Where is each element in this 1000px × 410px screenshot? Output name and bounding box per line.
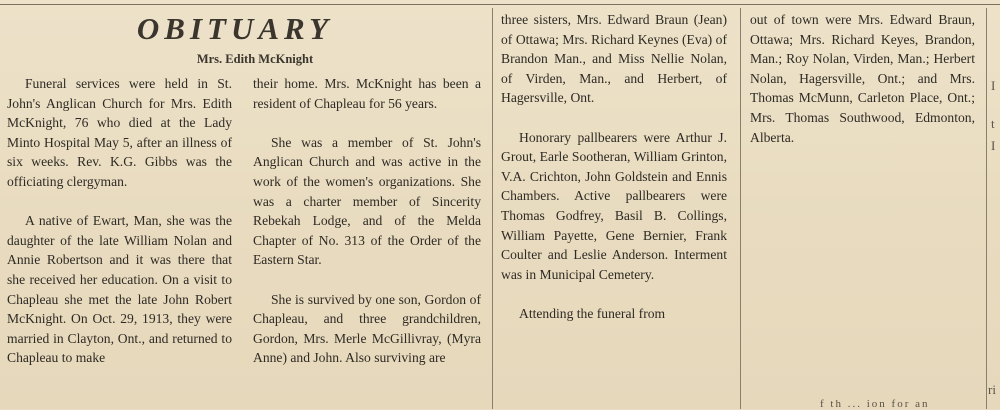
edge-fragment: ri xyxy=(988,382,996,397)
paragraph: out of town were Mrs. Edward Braun, Ottawa; Mrs. Richard Keyes, Brandon, Man.; Roy Nolan, Virden, Man.; Herbert Nolan, Hagersville, Ont.; and Mrs. Thomas McMunn, Carleton Place, Ont.; Mrs. Thomas Southwood, Edmonton, Alberta. xyxy=(750,12,975,145)
column-rule-3 xyxy=(986,8,987,409)
column-rule-2 xyxy=(740,8,741,409)
paragraph: She is survived by one son, Gordon of Chapleau, and three grandchildren, Gordon, Mrs. Merle McGillivray, (Myra Anne) and John. Also surviving are xyxy=(253,291,481,366)
article-column-2 xyxy=(253,74,481,368)
column-rule-1 xyxy=(492,8,493,409)
bottom-fragment: f th ... ion for an xyxy=(820,398,930,410)
paragraph: A native of Ewart, Man, she was the daughter of the late William Nolan and Annie Robertson and it was there that she received her education. On a visit to Chapleau she met the late John Robert McKnight. On Oct. 29, 1913, they were married in Clayton, Ont., and returned to Chapleau to make xyxy=(7,213,232,366)
obituary-masthead xyxy=(0,10,490,67)
article-column-3 xyxy=(501,10,727,324)
edge-fragment: I xyxy=(991,78,996,93)
paragraph: three sisters, Mrs. Edward Braun (Jean) of Ottawa; Mrs. Richard Keynes (Eva) of Brandon Man., and Miss Nellie Nolan, of Virden, Man., and Herbert, of Hagersville, Ont. xyxy=(501,12,727,106)
top-rule xyxy=(0,4,1000,5)
edge-fragment: t xyxy=(991,116,995,131)
article-column-1 xyxy=(7,74,232,368)
edge-fragment: I xyxy=(991,138,996,153)
paragraph: Honorary pallbearers were Arthur J. Grout, Earle Sootheran, William Grinton, V.A. Crichton, John Goldstein and Ennis Chambers. Active pallbearers were Thomas Godfrey, Basil B. Collings, William Payette, Gene Bernier, Frank Coulter and Leslie Anderson. Interment was in Municipal Cemetery. xyxy=(501,129,727,282)
obituary-subtitle: Mrs. Edith McKnight xyxy=(196,52,314,66)
paragraph: Funeral services were held in St. John's Anglican Church for Mrs. Edith McKnight, 76 who died at the Lady Minto Hospital May 5, after an illness of six weeks. Rev. K.G. Gibbs was the officiating clergyman. xyxy=(7,76,232,189)
obituary-title: OBITUARY xyxy=(136,11,334,46)
paragraph: Attending the funeral from xyxy=(519,305,666,321)
article-column-4 xyxy=(750,10,975,147)
paragraph: their home. Mrs. McKnight has been a resident of Chapleau for 56 years. xyxy=(253,76,481,111)
paragraph: She was a member of St. John's Anglican Church and was active in the work of the women's organizations. She was a charter member of Sincerity Rebekah Lodge, and of the Melda Chapter of No. 313 of the Order of the Eastern Star. xyxy=(253,134,481,268)
